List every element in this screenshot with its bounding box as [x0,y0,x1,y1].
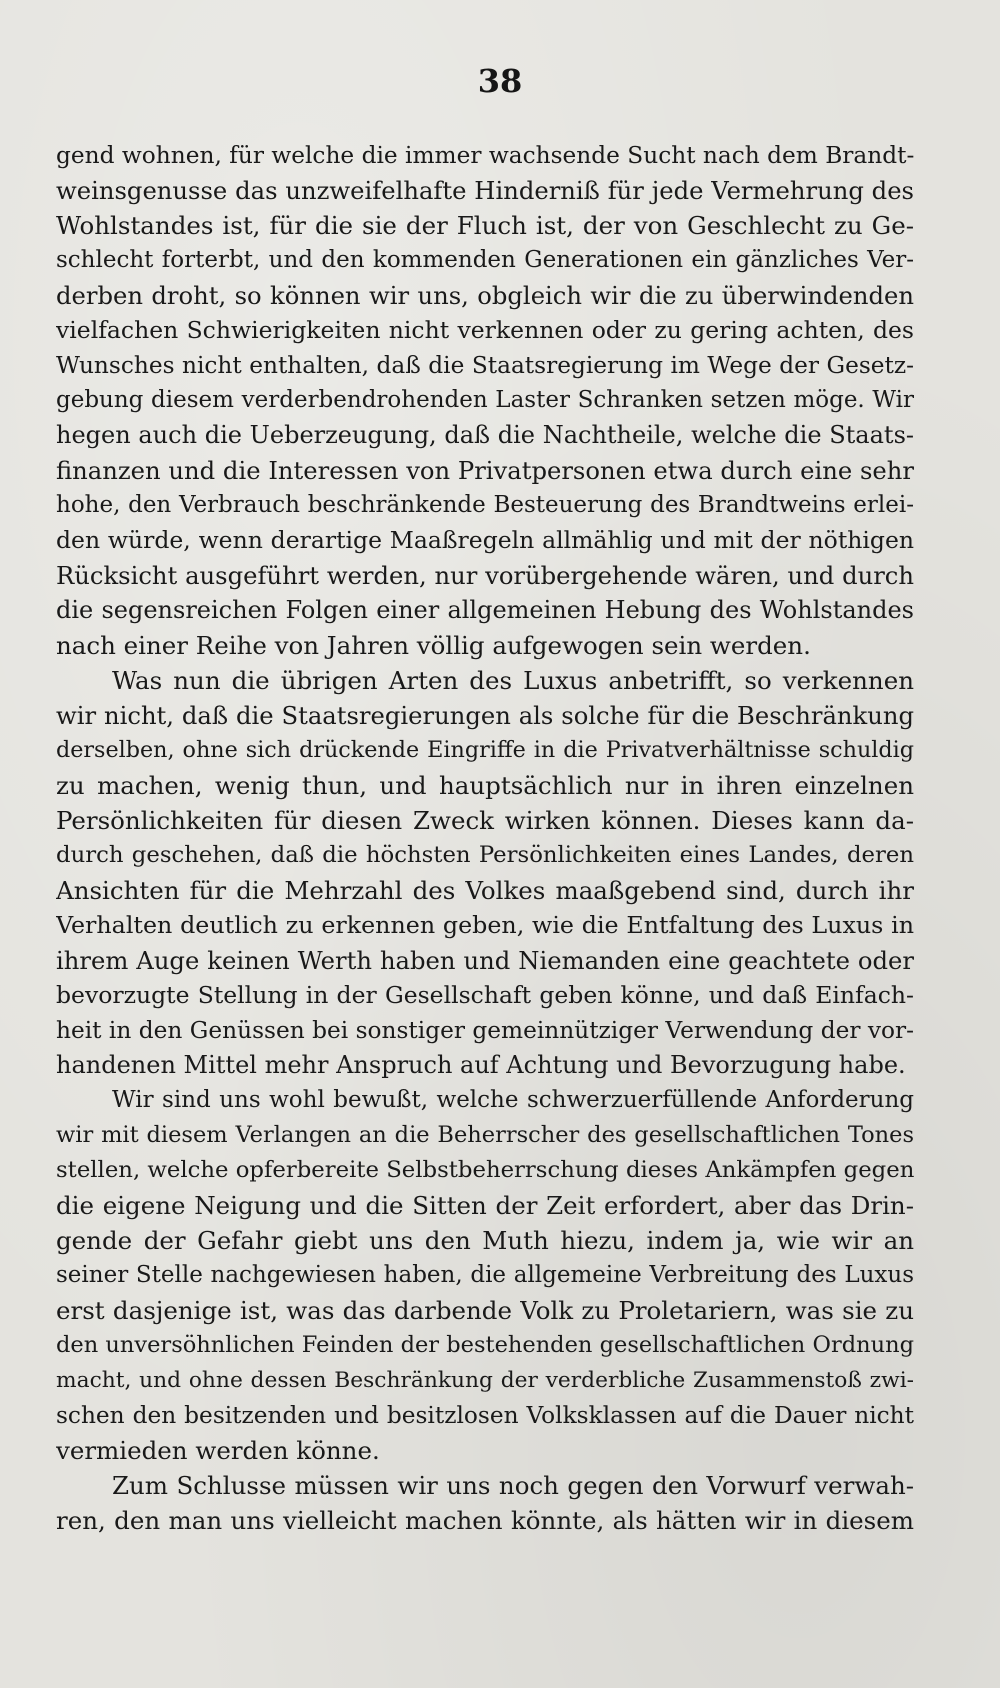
text-line: erst dasjenige ist, was das darbende Volk zu Proletariern, was sie zu [56,1296,914,1325]
text-line: vielfachen Schwierigkeiten nicht verkennen oder zu gering achten, des [56,316,914,344]
text-line: hegen auch die Ueberzeugung, daß die Nachtheile, welche die Staats- [56,421,914,449]
text-line: derben droht, so können wir uns, obgleich wir die zu überwindenden [56,281,914,310]
text-line: seiner Stelle nachgewiesen haben, die allgemeine Verbreitung des Luxus [56,1262,914,1288]
text-line: Ansichten für die Mehrzahl des Volkes maaßgebend sind, durch ihr [56,876,914,905]
text-line: wir nicht, daß die Staatsregierungen als solche für die Beschränkung [56,701,914,730]
text-line: weinsgenusse das unzweifelhafte Hinderniß für jede Vermehrung des [56,176,914,205]
text-line: vermieden werden könne. [56,1436,380,1465]
text-line: Wohlstandes ist, für die sie der Fluch ist, der von Geschlecht zu Ge- [56,211,914,240]
text-line: Wunsches nicht enthalten, daß die Staatsregierung im Wege der Gesetz- [56,352,914,379]
text-line: bevorzugte Stellung in der Gesellschaft geben könne, und daß Einfach- [56,981,914,1009]
text-line: stellen, welche opferbereite Selbstbeherrschung dieses Ankämpfen gegen [56,1157,914,1183]
text-line: handenen Mittel mehr Anspruch auf Achtung und Bevorzugung habe. [56,1051,906,1079]
text-line: schlecht forterbt, und den kommenden Generationen ein gänzliches Ver- [56,247,914,273]
text-line: zu machen, wenig thun, und hauptsächlich nur in ihren einzelnen [56,771,914,800]
text-line: Was nun die übrigen Arten des Luxus anbetrifft, so verkennen [112,666,914,695]
text-line: gend wohnen, für welche die immer wachsende Sucht nach dem Brandt- [56,142,914,169]
text-line: gebung diesem verderbendrohenden Laster Schranken setzen möge. Wir [56,387,914,413]
body-text [56,138,914,1538]
text-line: die segensreichen Folgen einer allgemeinen Hebung des Wohlstandes [56,596,914,624]
text-line: gende der Gefahr giebt uns den Muth hiezu, indem ja, wie wir an [56,1226,914,1255]
text-line: den unversöhnlichen Feinden der bestehenden gesellschaftlichen Ordnung [56,1332,914,1358]
text-line: Rücksicht ausgeführt werden, nur vorübergehende wären, und durch [56,561,914,590]
text-line: schen den besitzenden und besitzlosen Volksklassen auf die Dauer nicht [56,1402,914,1429]
text-line: hohe, den Verbrauch beschränkende Besteuerung des Brandtweins erlei- [56,492,914,518]
text-line: nach einer Reihe von Jahren völlig aufgewogen sein werden. [56,631,811,660]
text-line: Wir sind uns wohl bewußt, welche schwerzuerfüllende Anforderung [112,1087,914,1113]
text-line: Persönlichkeiten für diesen Zweck wirken können. Dieses kann da- [56,806,914,835]
text-line: ihrem Auge keinen Werth haben und Niemanden eine geachtete oder [56,946,914,975]
text-line: den würde, wenn derartige Maaßregeln allmählig und mit der nöthigen [56,526,914,554]
text-line: durch geschehen, daß die höchsten Persönlichkeiten eines Landes, deren [56,842,914,868]
text-line: ren, den man uns vielleicht machen könnte, als hätten wir in diesem [56,1506,914,1535]
text-line: Verhalten deutlich zu erkennen geben, wie die Entfaltung des Luxus in [56,911,914,939]
text-line: macht, und ohne dessen Beschränkung der verderbliche Zusammenstoß zwi- [56,1368,914,1393]
text-line: derselben, ohne sich drückende Eingriffe in die Privatverhältnisse schuldig [56,737,914,763]
text-line: Zum Schlusse müssen wir uns noch gegen den Vorwurf verwah- [112,1471,914,1500]
text-line: die eigene Neigung und die Sitten der Zeit erfordert, aber das Drin- [56,1191,914,1220]
page-number: 38 [477,62,523,100]
text-line: finanzen und die Interessen von Privatpersonen etwa durch eine sehr [56,456,914,485]
text-line: heit in den Genüssen bei sonstiger gemeinnütziger Verwendung der vor- [56,1017,914,1044]
text-line: wir mit diesem Verlangen an die Beherrscher des gesellschaftlichen Tones [56,1122,914,1148]
